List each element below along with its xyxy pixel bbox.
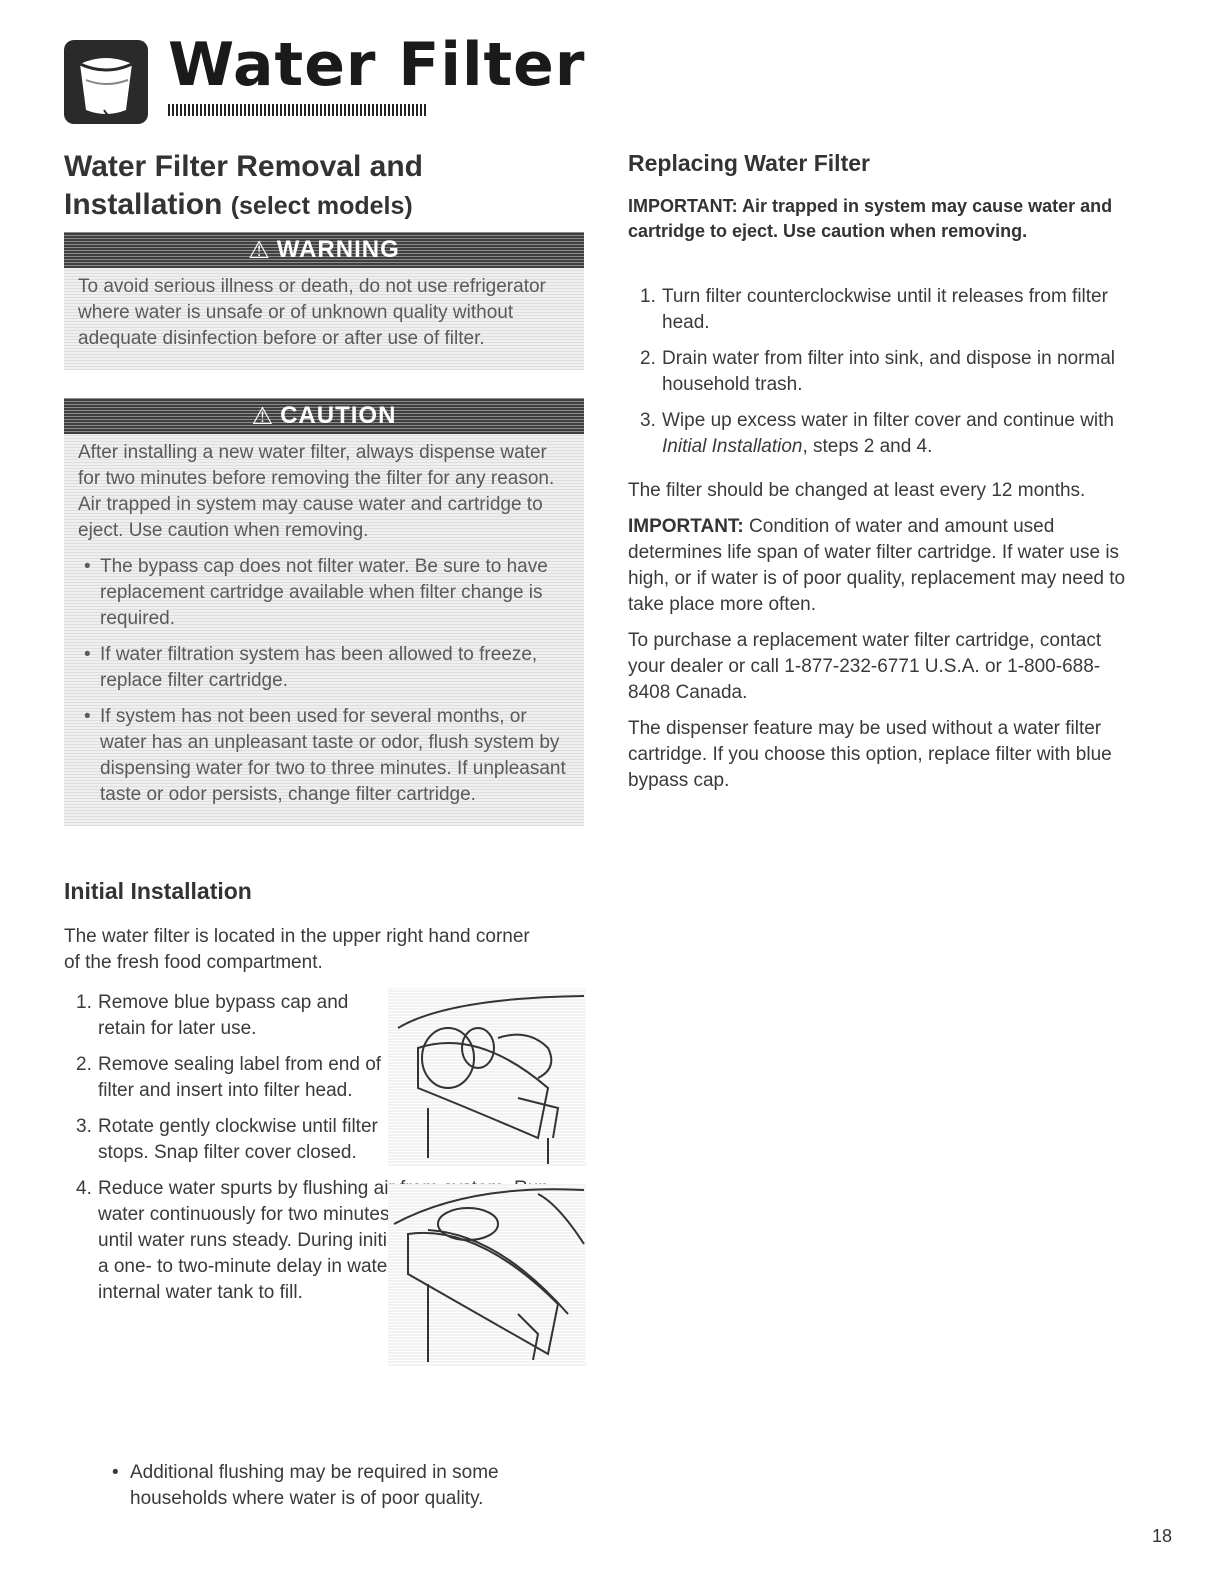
dispenser-note: The dispenser feature may be used without a water filter cartridge. If you choose this option, replace filter with blue bypass cap. (628, 718, 1112, 791)
filter-insert-illustration (388, 988, 586, 1166)
initial-bullet: • Additional flushing may be required in some households where water is of poor quality. (104, 1460, 566, 1512)
step-text-pre: Wipe up excess water in filter cover and continue with (662, 410, 1114, 431)
important-note (628, 514, 1136, 618)
replacing-step (628, 346, 1128, 398)
replacing-step (628, 284, 1128, 336)
step-text: Reduce water spurts by flushing air from system. Run water continuously for two minutes through dispenser until water runs steady. During initial use, allow about a one- to two-minute delay in water dispersal to allow internal water tank to fill. (98, 1178, 549, 1303)
initial-step (64, 990, 384, 1042)
caution-box (64, 398, 584, 826)
change-note: The filter should be changed at least every 12 months. (628, 480, 1086, 501)
step-number: 3. (640, 410, 656, 431)
step-number: 4. (76, 1178, 92, 1199)
caution-text: After installing a new water filter, always dispense water for two minutes before removing the filter for any reason. Air trapped in system may cause water and cartridge to eject. Use caution when removing. (78, 442, 555, 541)
filter-cover-illustration (388, 1184, 586, 1366)
title-rule (168, 104, 428, 116)
step-number: 1. (76, 992, 92, 1013)
section-subtitle: (select models) (230, 192, 413, 220)
caution-bullet: • If system has not been used for several months, or water has an unpleasant taste or odor, flush system by dispensing water for two to three minutes. If unpleasant taste or odor persists, change filter cartridge. (78, 704, 572, 808)
caution-label: CAUTION (280, 402, 397, 429)
step-number: 2. (76, 1054, 92, 1075)
initial-steps (64, 990, 549, 1316)
step-text: Turn filter counterclockwise until it releases from filter head. (662, 286, 1108, 333)
warning-header (64, 232, 584, 268)
step-number: 2. (640, 348, 656, 369)
warning-triangle-icon: ⚠ (248, 236, 271, 264)
caution-header (64, 398, 584, 434)
initial-step (64, 1052, 384, 1104)
purchase-note: To purchase a replacement water filter cartridge, contact your dealer or call 1-877-232-6771 U.S.A. or 1-800-688-8408 Canada. (628, 630, 1102, 703)
step-text: Remove blue bypass cap and retain for later use. (98, 992, 349, 1039)
step-text: Drain water from filter into sink, and dispose in normal household trash. (662, 348, 1116, 395)
step-text: Rotate gently clockwise until filter stops. Snap filter cover closed. (98, 1116, 378, 1163)
caution-triangle-icon: ⚠ (251, 402, 275, 430)
important-label: IMPORTANT: (628, 516, 744, 537)
replacing-step (628, 408, 1128, 460)
caution-body (64, 434, 584, 826)
section-title-text: Water Filter Removal and Installation (64, 150, 423, 221)
replacing-important: IMPORTANT: Air trapped in system may cause water and cartridge to eject. Use caution when removing. (628, 196, 1113, 241)
warning-box (64, 232, 584, 370)
step-text-emphasis: Initial Installation (662, 436, 803, 457)
replacing-notes (628, 478, 1136, 804)
section-heading (64, 148, 584, 225)
initial-intro (64, 924, 534, 986)
warning-text: To avoid serious illness or death, do not use refrigerator where water is unsafe or of unknown quality without adequate disinfection before or after use of filter. (78, 276, 546, 349)
step-text-post: , steps 2 and 4. (802, 436, 933, 457)
replacing-title: Replacing Water Filter (628, 150, 870, 176)
initial-intro-text: The water filter is located in the upper right hand corner of the fresh food compartment. (64, 926, 530, 973)
initial-installation-title: Initial Installation (64, 878, 252, 904)
page-title: Water Filter (168, 30, 586, 100)
caution-bullet: • If water filtration system has been allowed to freeze, replace filter cartridge. (78, 642, 572, 694)
water-filter-cup-icon (64, 40, 148, 124)
warning-body (64, 268, 584, 370)
step-number: 3. (76, 1116, 92, 1137)
step-text: Remove sealing label from end of filter and insert into filter head. (98, 1054, 382, 1101)
page-number: 18 (1152, 1526, 1173, 1546)
caution-list (78, 554, 572, 808)
replacing-steps (628, 284, 1128, 470)
important-text: Condition of water and amount used determines life span of water filter cartridge. If water use is high, or if water is of poor quality, replacement may need to take place more often. (628, 516, 1126, 615)
section-title (64, 148, 584, 225)
initial-step (64, 1114, 384, 1166)
step-number: 1. (640, 286, 656, 307)
caution-bullet: • The bypass cap does not filter water. Be sure to have replacement cartridge available when filter change is required. (78, 554, 572, 632)
warning-label: WARNING (276, 236, 400, 263)
